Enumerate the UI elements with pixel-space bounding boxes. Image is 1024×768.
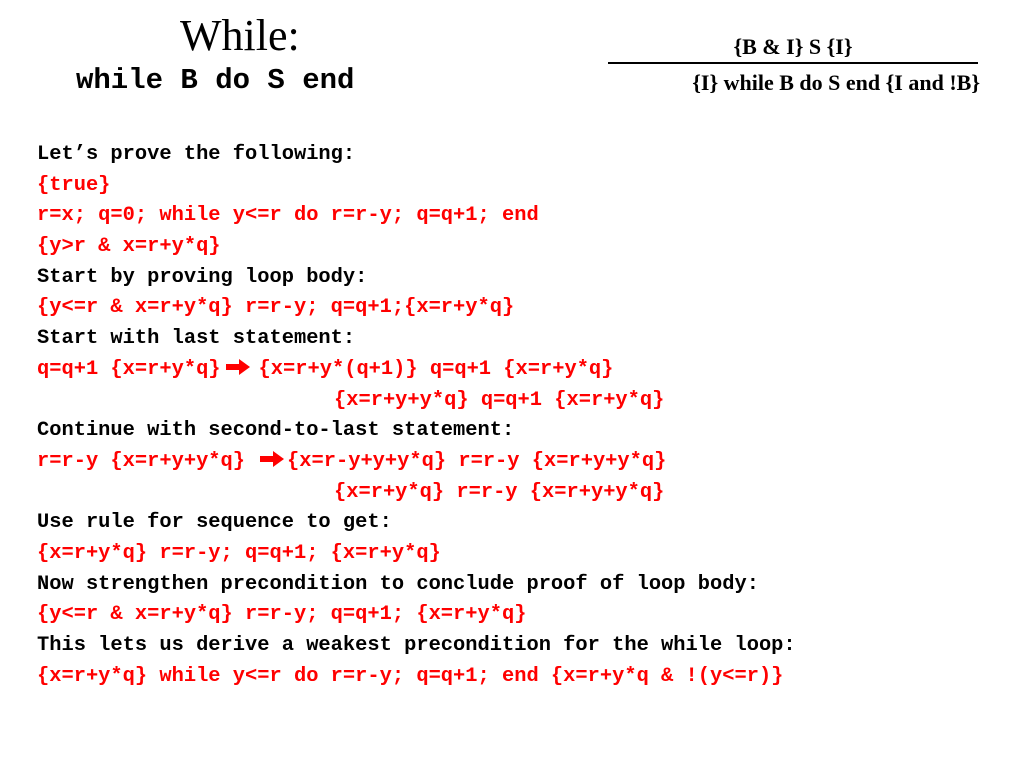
proof-line: [37, 447, 1007, 478]
proof-line-left: r=r-y {x=r+y+y*q}: [37, 449, 246, 473]
proof-line: Start by proving loop body:: [37, 265, 368, 289]
proof-line-right: {x=r+y*(q+1)} q=q+1 {x=r+y*q}: [258, 357, 614, 381]
right-arrow-icon: [225, 358, 251, 376]
rule-premise: {B & I} S {I}: [608, 34, 978, 64]
proof-line: Continue with second-to-last statement:: [37, 419, 515, 443]
proof-line: r=x; q=0; while y<=r do r=r-y; q=q+1; end: [37, 204, 539, 228]
proof-line: Start with last statement:: [37, 327, 356, 351]
rule-conclusion: {I} while B do S end {I and !B}: [692, 70, 980, 95]
proof-line: [37, 478, 1007, 509]
proof-line: {y>r & x=r+y*q}: [37, 235, 221, 259]
proof-line: {true}: [37, 173, 111, 197]
proof-line: [37, 355, 1007, 386]
proof-line-right: {x=r+y+y*q} q=q+1 {x=r+y*q}: [334, 388, 665, 412]
proof-line: This lets us derive a weakest precondition for the while loop:: [37, 634, 796, 657]
right-arrow-icon: [259, 450, 285, 468]
slide-title: While:: [180, 11, 300, 60]
proof-line: {x=r+y*q} r=r-y; q=q+1; {x=r+y*q}: [37, 541, 441, 565]
proof-line-right: {x=r+y*q} r=r-y {x=r+y+y*q}: [334, 480, 665, 504]
proof-line: Let’s prove the following:: [37, 143, 356, 166]
proof-line: Use rule for sequence to get:: [37, 511, 392, 535]
slide-subtitle-code: while B do S end: [76, 64, 355, 97]
proof-body: [37, 140, 1007, 692]
proof-line: [37, 386, 1007, 417]
proof-line: Now strengthen precondition to conclude proof of loop body:: [37, 572, 759, 596]
proof-line: {y<=r & x=r+y*q} r=r-y; q=q+1; {x=r+y*q}: [37, 603, 527, 627]
proof-line-right: {x=r-y+y+y*q} r=r-y {x=r+y+y*q}: [287, 449, 667, 473]
proof-line: {x=r+y*q} while y<=r do r=r-y; q=q+1; end {x=r+y*q & !(y<=r)}: [37, 664, 784, 688]
inference-rule: [600, 34, 990, 98]
proof-line: {y<=r & x=r+y*q} r=r-y; q=q+1;{x=r+y*q}: [37, 296, 515, 320]
proof-line-left: q=q+1 {x=r+y*q}: [37, 357, 221, 381]
